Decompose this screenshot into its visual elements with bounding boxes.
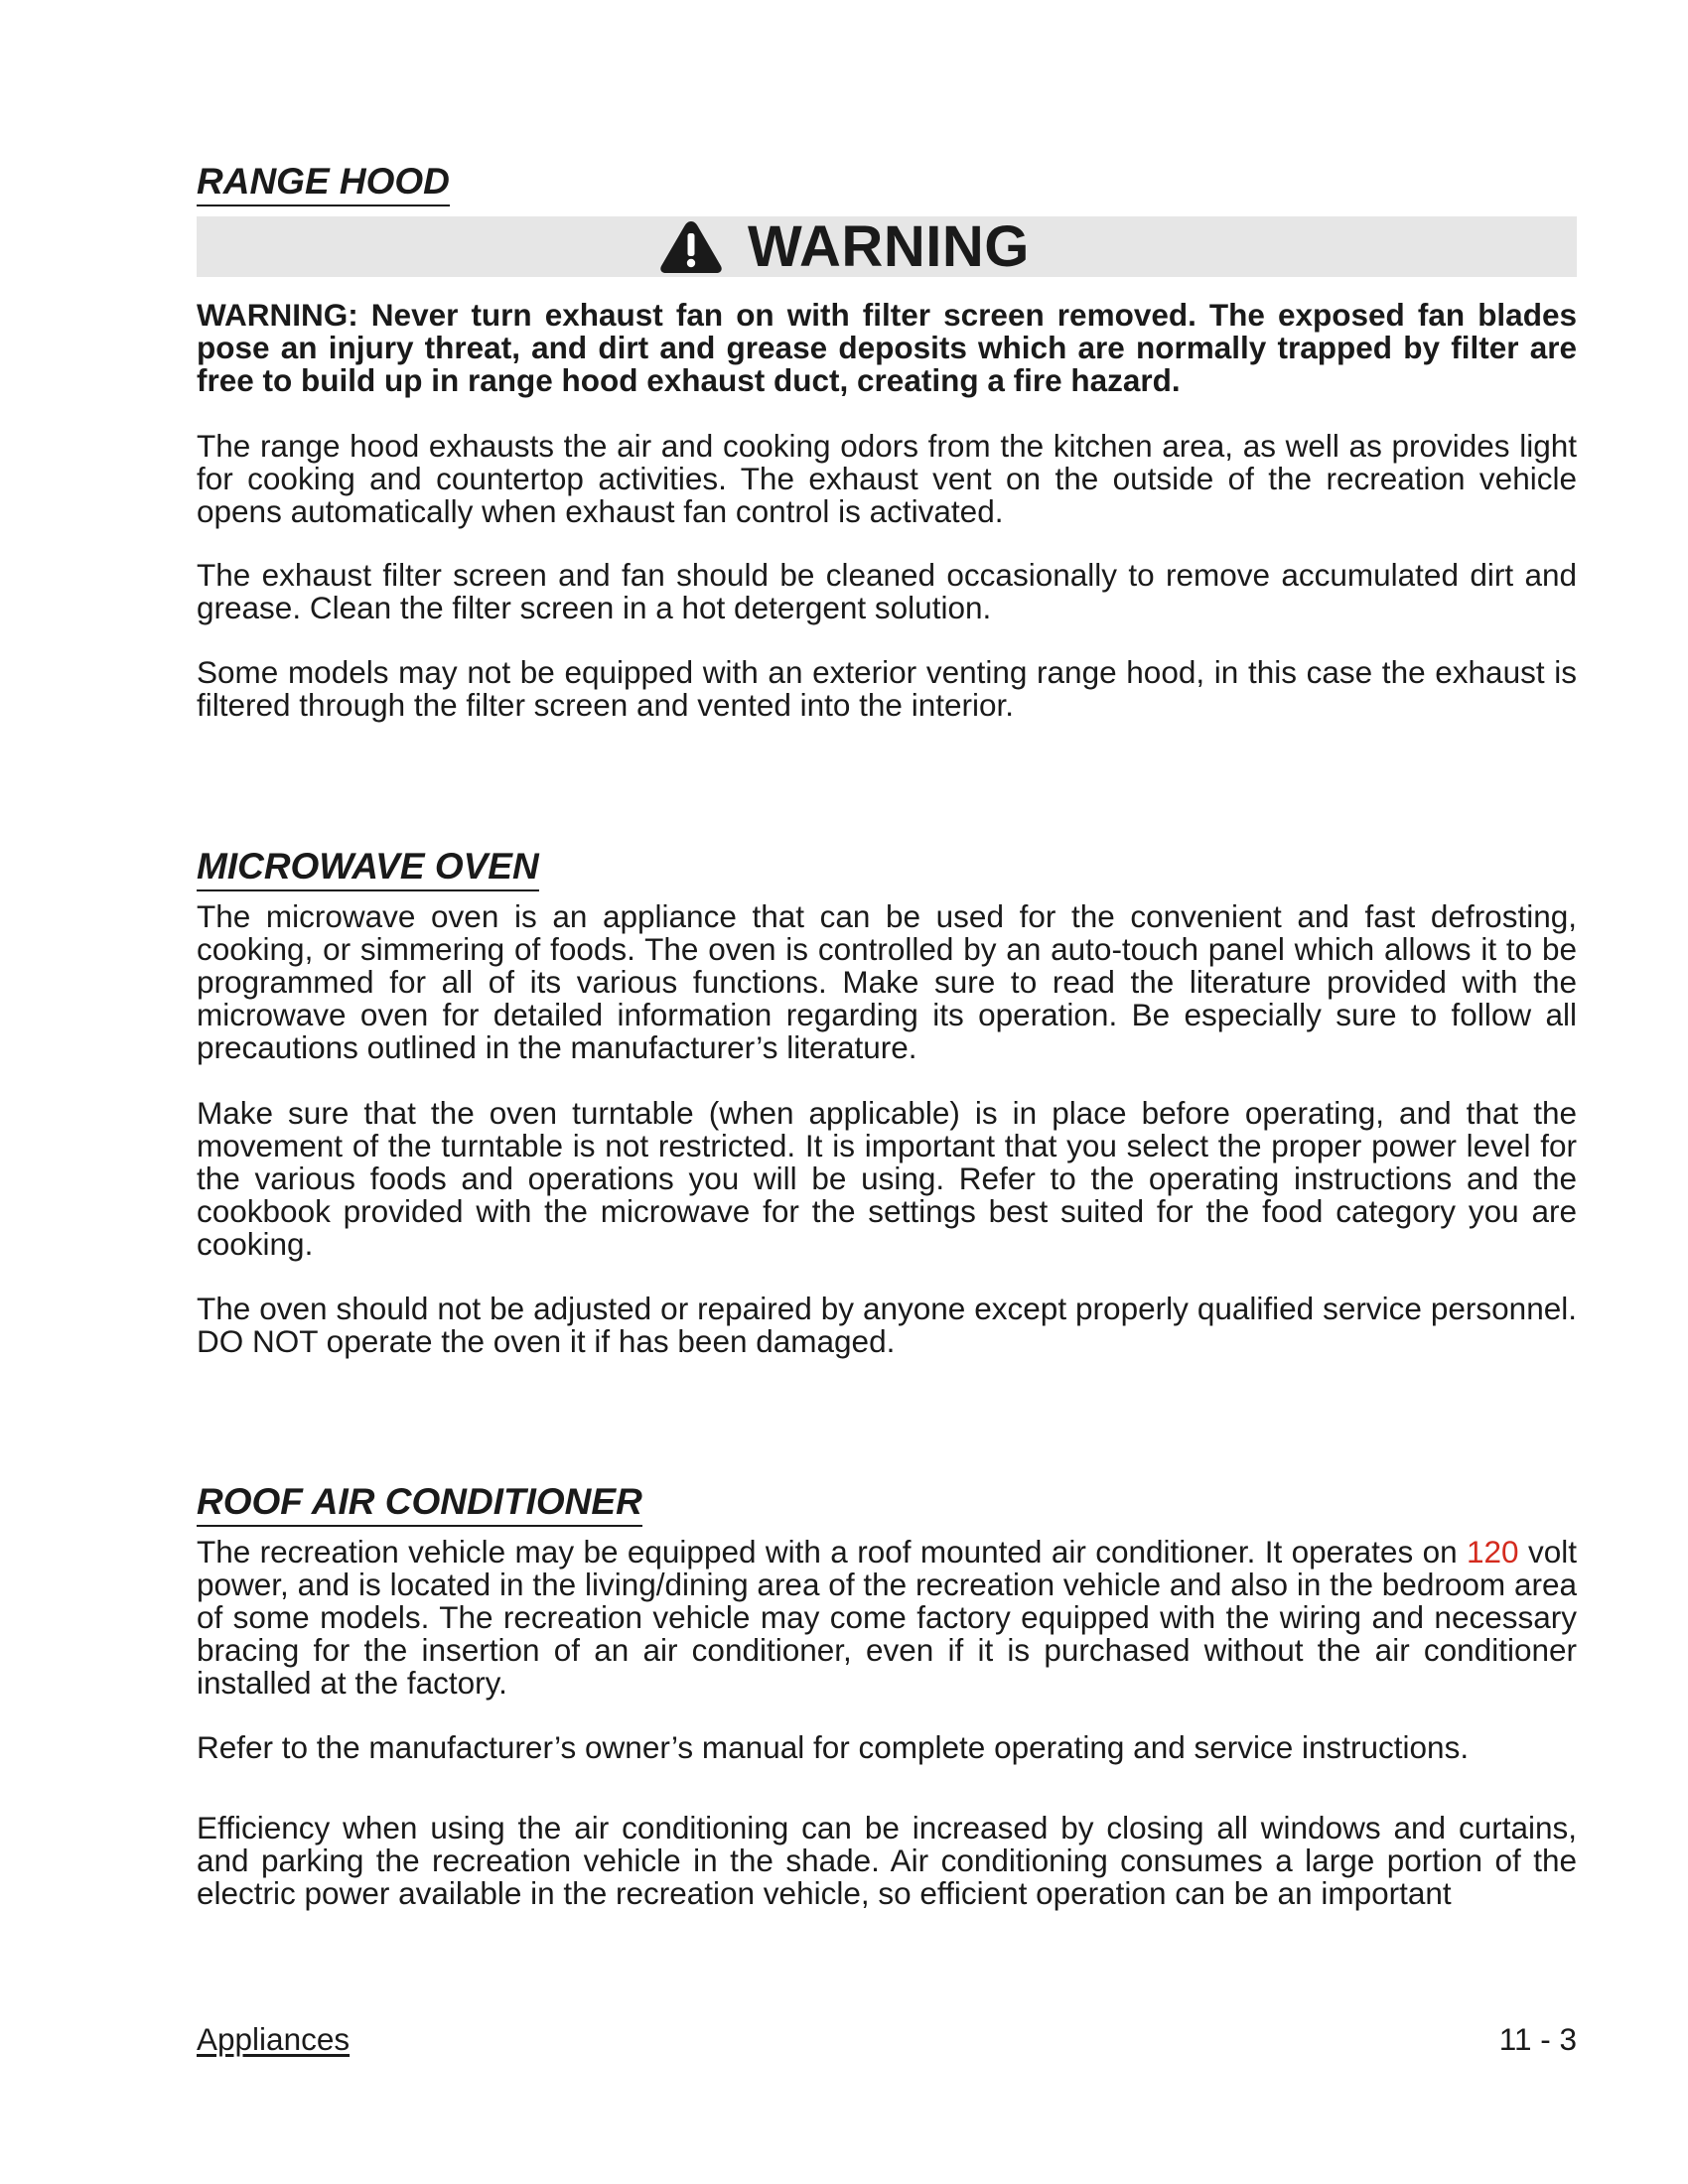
range-hood-paragraph: The exhaust filter screen and fan should be cleaned occasionally to remove accumulated dirt and grease. Clean the filter screen in a hot detergent solution. xyxy=(197,557,1577,625)
warning-banner xyxy=(197,216,1577,277)
footer-page-number: 11 - 3 xyxy=(1498,2021,1577,2057)
voltage-highlight: 120 xyxy=(1467,1534,1519,1570)
microwave-paragraph: The microwave oven is an appliance that can be used for the convenient and fast defrosting, cooking, or simmering of foods. The oven is controlled by an auto-touch panel which allows it to be programmed for all of its various functions. Make sure to read the literature provided with the microwave oven for detailed information regarding its operation. Be especially sure to follow all precautions outlined in the manufacturer’s literature. xyxy=(197,898,1577,1065)
air-conditioner-paragraph: Efficiency when using the air conditioning can be increased by closing all windows and curtains, and parking the recreation vehicle in the shade. Air conditioning consumes a large portion of the electric power available in the recreation vehicle, so efficient operation can be an important xyxy=(197,1810,1577,1911)
range-hood-paragraph: Some models may not be equipped with an exterior venting range hood, in this case the exhaust is filtered through the filter screen and vented into the interior. xyxy=(197,654,1577,723)
warning-label: WARNING xyxy=(748,214,1030,279)
warning-triangle-icon xyxy=(658,218,724,275)
range-hood-warning-text: WARNING: Never turn exhaust fan on with filter screen removed. The exposed fan blades pose an injury threat, and dirt and grease deposits which are normally trapped by filter are free to build up in range hood exhaust duct, creating a fire hazard. xyxy=(197,297,1577,398)
air-conditioner-text: The recreation vehicle may be equipped with a roof mounted air conditioner. It operates on xyxy=(197,1534,1468,1570)
microwave-paragraph: The oven should not be adjusted or repaired by anyone except properly qualified service personnel. DO NOT operate the oven it if has been damaged. xyxy=(197,1291,1577,1359)
microwave-oven-heading: MICROWAVE OVEN xyxy=(197,846,539,891)
roof-air-conditioner-heading: ROOF AIR CONDITIONER xyxy=(197,1481,642,1527)
air-conditioner-paragraph: Refer to the manufacturer’s owner’s manual for complete operating and service instructions. xyxy=(197,1729,1470,1765)
range-hood-paragraph: The range hood exhausts the air and cooking odors from the kitchen area, as well as provides light for cooking and countertop activities. The exhaust vent on the outside of the recreation vehicle opens automatically when exhaust fan control is activated. xyxy=(197,428,1577,529)
footer-chapter: Appliances xyxy=(197,2021,351,2057)
manual-page xyxy=(197,0,1577,2184)
air-conditioner-paragraph xyxy=(197,1536,1577,1700)
microwave-paragraph: Make sure that the oven turntable (when applicable) is in place before operating, and that the movement of the turntable is not restricted. It is important that you select the proper power level for the various foods and operations you will be using. Refer to the operating instructions and the cookbook provided with the microwave for the settings best suited for the food category you are cooking. xyxy=(197,1095,1577,1262)
air-conditioner-text: volt power, and is located in the living/dining area of the recreation vehicle and also in the bedroom area of some models. The recreation vehicle may come factory equipped with the wiring and necessary bracing for the insertion of an air conditioner, even if it is purchased without the air conditioner installed at the factory. xyxy=(197,1534,1577,1701)
warning-banner-content xyxy=(658,216,1030,277)
range-hood-heading: RANGE HOOD xyxy=(197,161,450,206)
